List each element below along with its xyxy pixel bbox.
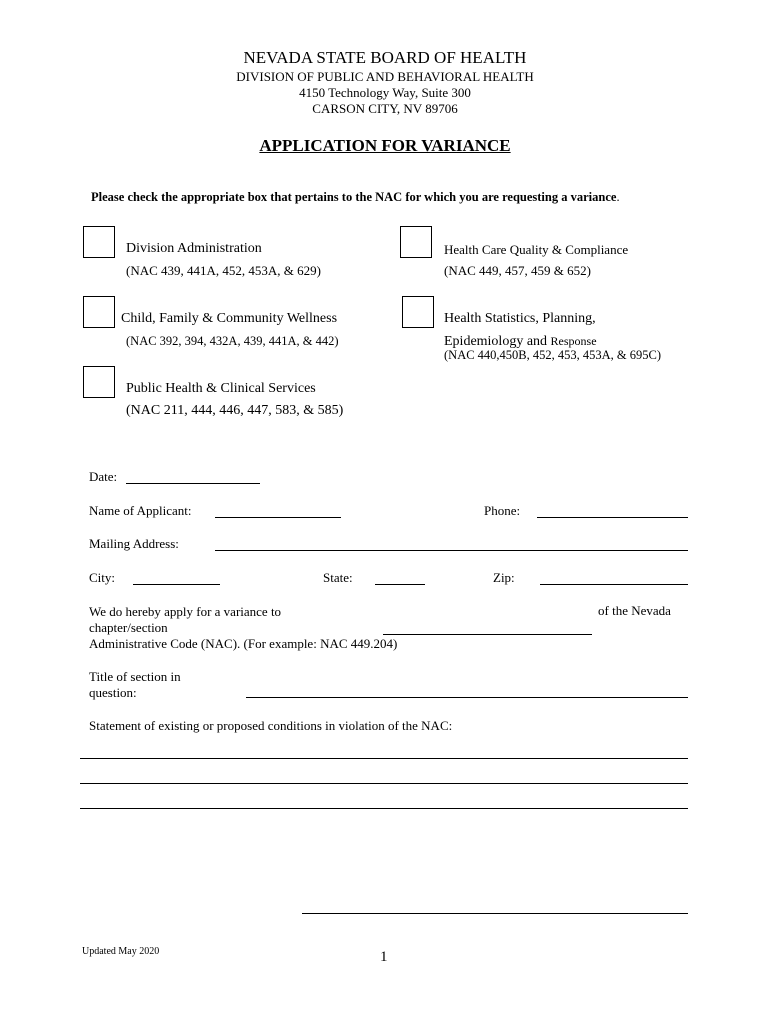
mailing-address-label: Mailing Address: <box>89 536 179 551</box>
option-nac-child-family-community: (NAC 392, 394, 432A, 439, 441A, & 442) <box>126 334 339 348</box>
city-field[interactable] <box>133 570 220 585</box>
variance-text-line2: chapter/section <box>89 620 168 635</box>
title-section-label-2: question: <box>89 685 137 700</box>
checkbox-health-care-quality[interactable] <box>400 226 432 258</box>
zip-field[interactable] <box>540 570 688 585</box>
title-of-section-field[interactable] <box>246 683 688 698</box>
statement-line-1[interactable] <box>80 744 688 759</box>
phone-label: Phone: <box>484 503 521 518</box>
checkbox-division-administration[interactable] <box>83 226 115 258</box>
mailing-address-field[interactable] <box>215 536 688 551</box>
division-name: DIVISION OF PUBLIC AND BEHAVIORAL HEALTH <box>236 69 534 84</box>
address-line-1: 4150 Technology Way, Suite 300 <box>299 85 471 100</box>
state-label: State: <box>323 570 353 585</box>
option-label-child-family-community: Child, Family & Community Wellness <box>121 311 338 326</box>
option-label-health-care-quality: Health Care Quality & Compliance <box>444 242 629 257</box>
applicant-label: Name of Applicant: <box>89 503 192 518</box>
option-nac-health-care-quality: (NAC 449, 457, 459 & 652) <box>444 263 591 278</box>
page-number: 1 <box>380 949 388 965</box>
checkbox-public-health-clinical[interactable] <box>83 366 115 398</box>
option-label-health-statistics: Health Statistics, Planning, <box>444 311 596 326</box>
chapter-section-field[interactable] <box>383 620 592 635</box>
option-nac-public-health-clinical: (NAC 211, 444, 446, 447, 583, & 585) <box>126 403 344 418</box>
applicant-name-field[interactable] <box>215 503 341 518</box>
option-label-division-administration: Division Administration <box>126 241 262 256</box>
signature-line[interactable] <box>302 899 688 914</box>
footer-updated: Updated May 2020 <box>82 946 160 957</box>
variance-text-end: of the Nevada <box>598 603 671 618</box>
statement-label: Statement of existing or proposed conditions in violation of the NAC: <box>89 718 453 733</box>
city-label: City: <box>89 570 116 585</box>
statement-line-3[interactable] <box>80 794 688 809</box>
option-label-public-health-clinical: Public Health & Clinical Services <box>126 381 316 396</box>
instruction-text: Please check the appropriate box that pertains to the NAC for which you are requesting a variance. <box>91 190 620 204</box>
board-title: NEVADA STATE BOARD OF HEALTH <box>243 48 527 67</box>
form-title: APPLICATION FOR VARIANCE <box>259 136 511 155</box>
checkbox-health-statistics[interactable] <box>402 296 434 328</box>
variance-text-line1: We do hereby apply for a variance to <box>89 604 282 619</box>
date-label: Date: <box>89 469 118 484</box>
state-field[interactable] <box>375 570 425 585</box>
variance-text-line3: Administrative Code (NAC). (For example: NAC 449.204) <box>89 636 398 651</box>
option-label-health-statistics-2: Epidemiology and Response <box>444 334 597 349</box>
option-nac-health-statistics: (NAC 440,450B, 452, 453, 453A, & 695C) <box>444 348 662 362</box>
checkbox-child-family-community[interactable] <box>83 296 115 328</box>
statement-line-2[interactable] <box>80 769 688 784</box>
zip-label: Zip: <box>493 570 515 585</box>
address-line-2: CARSON CITY, NV 89706 <box>312 101 458 116</box>
title-section-label-1: Title of section in <box>89 669 181 684</box>
option-nac-division-administration: (NAC 439, 441A, 452, 453A, & 629) <box>126 263 321 278</box>
date-field[interactable] <box>126 469 260 484</box>
phone-field[interactable] <box>537 503 688 518</box>
